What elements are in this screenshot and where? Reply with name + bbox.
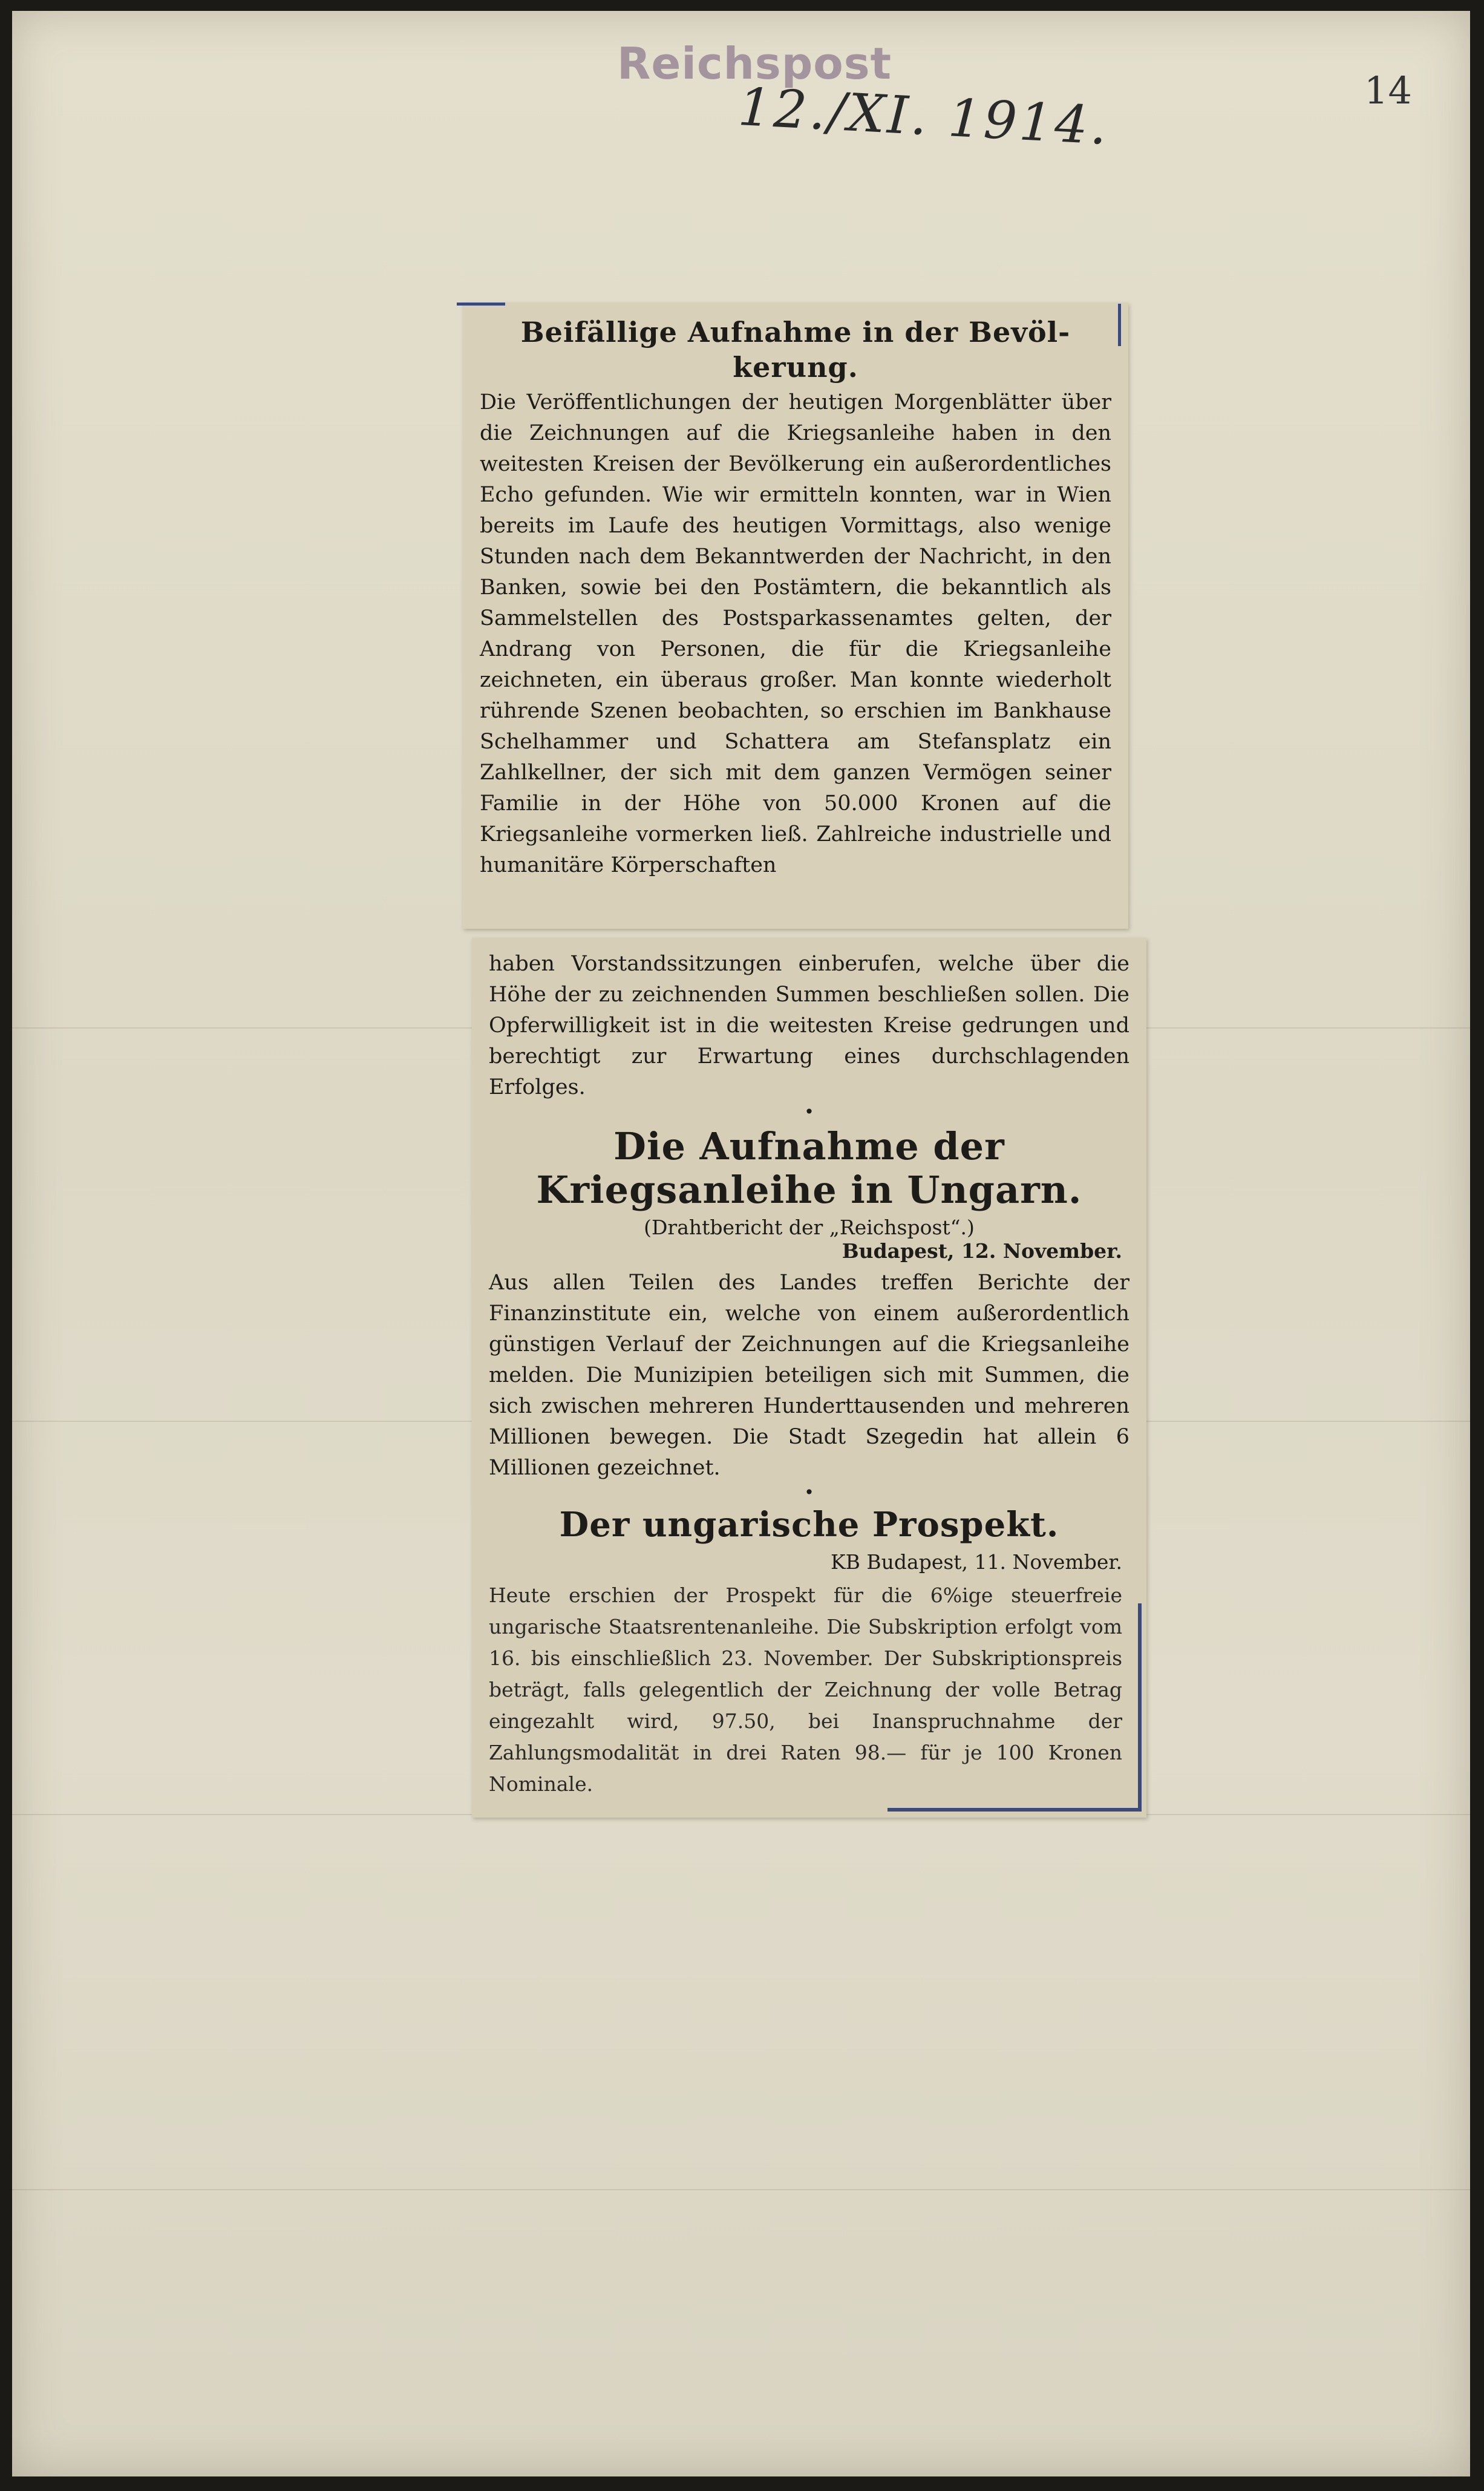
article-body: Die Veröffentlichungen der heutigen Morgenblätter über die Zeichnungen auf die Kriegsanleihe haben in den weitesten Kreisen der Bevölkerung ein außerordentliches Echo gefunden. Wie wir ermitteln konnten, war in Wien bereits im Laufe des heutigen Vormittags, also wenige Stunden nach dem Bekanntwerden der Nachricht, in den Banken, sowie bei den Postämtern, die bekanntlich als Sammelstellen des Postsparkassenamtes gelten, der Andrang von Personen, die für die Kriegsanleihe zeichneten, ein überaus großer. Man konnte wiederholt rührende Szenen beobachten, so erschien im Bankhause Schelhammer und Schattera am Stefansplatz ein Zahlkellner, der sich mit dem ganzen Vermögen seiner Familie in der Höhe von 50.000 Kronen auf die Kriegsanleihe vormerken ließ. Zahlreiche industrielle und humanitäre Körperschaften [480,390,1111,877]
article-dateline: KB Budapest, 11. November. [831,1550,1122,1574]
newspaper-stamp: Reichspost [617,38,892,89]
page-number: 14 [1364,68,1412,113]
fold-line [12,2189,1470,2190]
article-title: Die Aufnahme der Kriegsanleihe in Ungarn. [536,1124,1082,1212]
clipping-bottom [472,938,1146,1818]
article-title: Beifällige Aufnahme in der Bevöl-kerung. [520,316,1071,384]
blue-pencil-mark [457,303,505,306]
separator-dot: • [804,1102,814,1122]
blue-pencil-mark [1118,304,1121,346]
handwritten-date: 12./XI. 1914. [736,77,1111,157]
article-body: Heute erschien der Prospekt für die 6%ige steuerfreie ungarische Staatsrentenanleihe. Die Subskription erfolgt vom 16. bis einschließlich 23. November. Der Subskriptionspreis beträgt, falls gelegentlich der Zeichnung der volle Betrag eingezahlt wird, 97.50, bei Inanspruchnahme der Zahlungsmodalität in drei Raten 98.— für je 100 Kronen Nominale. [489,1583,1122,1796]
article-source: (Drahtbericht der „Reichspost“.) [644,1216,975,1239]
archive-sheet [12,11,1470,2476]
article-dateline: Budapest, 12. November. [842,1239,1122,1263]
separator-dot: • [804,1482,814,1502]
article-title: Der ungarische Prospekt. [559,1505,1059,1545]
blue-pencil-mark [1138,1603,1142,1809]
blue-pencil-mark [887,1808,1142,1812]
clipping-top [463,303,1128,929]
article-body: Aus allen Teilen des Landes treffen Berichte der Finanzinstitute ein, welche von einem außerordentlich günstigen Verlauf der Zeichnungen auf die Kriegsanleihe melden. Die Munizipien beteiligen sich mit Summen, die sich zwischen mehreren Hunderttausenden und mehreren Millionen bewegen. Die Stadt Szegedin hat allein 6 Millionen gezeichnet. [489,1271,1129,1480]
article-continuation: haben Vorstandssitzungen einberufen, welche über die Höhe der zu zeichnenden Summen beschließen sollen. Die Opferwilligkeit ist in die weitesten Kreise gedrungen und berechtigt zur Erwartung eines durchschlagenden Erfolges. [489,952,1129,1099]
